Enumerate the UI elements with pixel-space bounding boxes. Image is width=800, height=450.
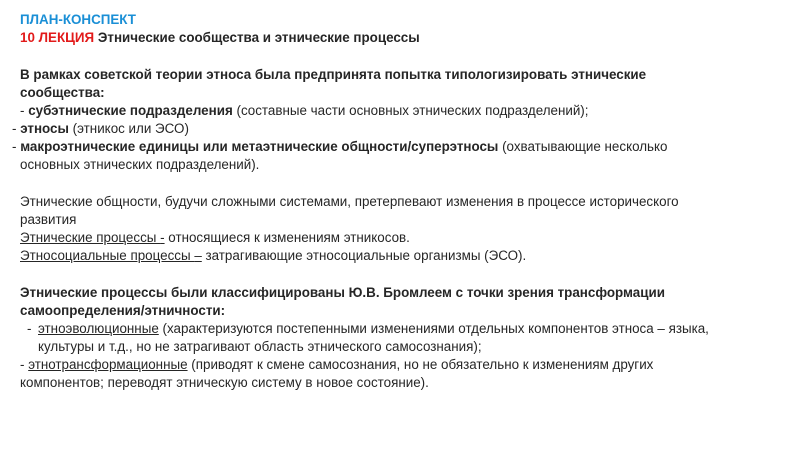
term: Этнические процессы — [20, 230, 161, 245]
p2-line2: развития — [20, 212, 77, 227]
p1-intro-line1: В рамках советской теории этноса была предпринята попытка типологизировать этнические — [20, 67, 647, 82]
dash: – — [194, 248, 202, 263]
term: этносы — [20, 121, 69, 136]
header-label: ПЛАН-КОНСПЕКТ — [20, 12, 136, 27]
bullet-dash: - — [20, 103, 29, 118]
lecture-title: Этнические сообщества и этнические процессы — [94, 30, 420, 45]
p3-list-item-1 — [38, 320, 709, 338]
description: относящиеся к изменениям этникосов. — [164, 230, 410, 245]
term: макроэтнические единицы или метаэтнические общности/суперэтносы — [20, 139, 499, 154]
description: (охватывающие несколько — [498, 139, 668, 154]
p2-definition-2 — [20, 247, 526, 265]
description: (характеризуются постепенными изменениями отдельных компонентов этноса – языка, — [158, 321, 709, 336]
p3-list-item-2-cont: компонентов; переводят этническую систему в новое состояние). — [20, 375, 429, 390]
bullet-dash: - — [20, 357, 29, 372]
term: этноэволюционные — [38, 321, 159, 336]
p1-intro-line2: сообщества: — [20, 85, 105, 100]
dash: - — [160, 230, 165, 245]
term: Этносоциальные процессы — [20, 248, 195, 263]
description: (составные части основных этнических подразделений); — [232, 103, 589, 118]
bullet-dash: - — [12, 121, 21, 136]
description: затрагивающие этносоциальные организмы (ЭСО). — [201, 248, 527, 263]
p1-list-item-3 — [12, 138, 667, 156]
term: этнотрансформационные — [28, 357, 188, 372]
p2-line1: Этнические общности, будучи сложными системами, претерпевают изменения в процессе исторического — [20, 194, 679, 209]
p3-list-item-1-cont: культуры и т.д., но не затрагивают область этнического самосознания); — [38, 339, 482, 354]
description: (приводят к смене самосознания, но не обязательно к изменениям других — [187, 357, 654, 372]
p3-list-item-1-dash: - — [27, 321, 32, 336]
lecture-heading — [20, 29, 420, 47]
p1-list-item-2 — [12, 120, 189, 138]
bullet-dash: - — [12, 139, 21, 154]
p3-line2: самоопределения/этничности: — [20, 303, 226, 318]
p2-definition-1 — [20, 229, 410, 247]
p1-list-item-3-cont: основных этнических подразделений). — [20, 157, 260, 172]
p1-list-item-1 — [20, 102, 589, 120]
term: субэтнические подразделения — [28, 103, 233, 118]
description: (этникос или ЭСО) — [68, 121, 189, 136]
lecture-number: 10 ЛЕКЦИЯ — [20, 30, 95, 45]
p3-line1: Этнические процессы были классифицированы Ю.В. Бромлеем с точки зрения трансформации — [20, 285, 665, 300]
p3-list-item-2 — [20, 356, 653, 374]
